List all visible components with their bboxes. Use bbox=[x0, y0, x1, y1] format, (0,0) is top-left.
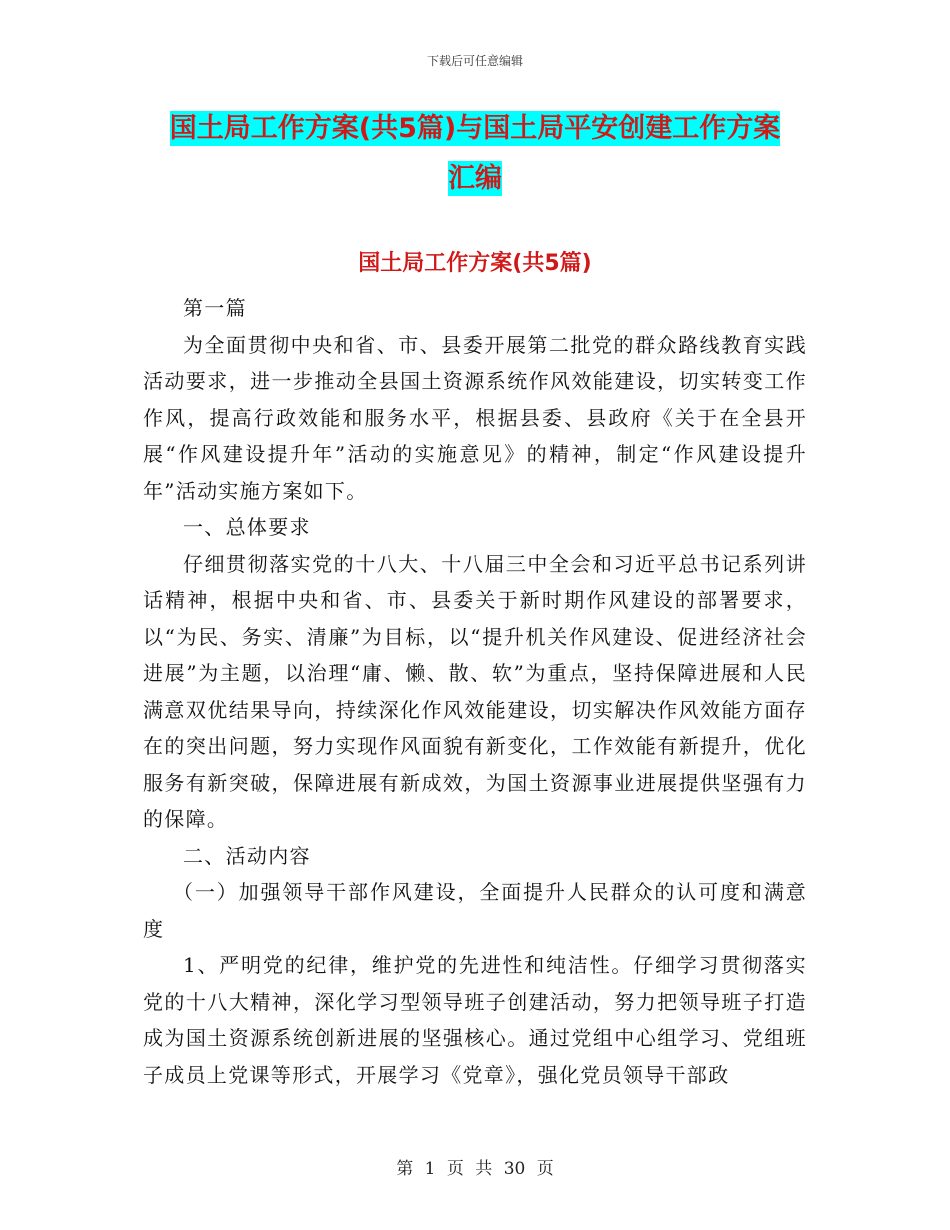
heading-activity-content: 二、活动内容 bbox=[183, 843, 311, 868]
subheading-leadership: （一）加强领导干部作风建设，全面提升人民群众的认可度和满意度 bbox=[143, 880, 807, 941]
heading-general-requirements: 一、总体要求 bbox=[183, 515, 311, 539]
document-title-line1: 国土局工作方案(共5篇)与国土局平安创建工作方案 bbox=[169, 113, 781, 144]
document-title bbox=[0, 104, 950, 204]
header-note: 下载后可任意编辑 bbox=[426, 54, 523, 68]
paragraph-intro: 为全面贯彻中央和省、市、县委开展第二批党的群众路线教育实践活动要求，进一步推动全县国土资源系统作风效能建设，切实转变工作作风，提高行政效能和服务水平，根据县委、县政府《关于在全县开展“作风建设提升年”活动的实施意见》的精神，制定“作风建设提升年”活动实施方案如下。 bbox=[143, 332, 807, 503]
paragraph-requirements: 仔细贯彻落实党的十八大、十八届三中全会和习近平总书记系列讲话精神，根据中央和省、市、县委关于新时期作风建设的部署要求，以“为民、务实、清廉”为目标，以“提升机关作风建设、促进经济社会进展”为主题，以治理“庸、懒、散、软”为重点，坚持保障进展和人民满意双优结果导向，持续深化作风效能建设，切实解决作风效能方面存在的突出问题，努力实现作风面貌有新变化，工作效能有新提升，优化服务有新突破，保障进展有新成效，为国土资源事业进展提供坚强有力的保障。 bbox=[143, 551, 807, 831]
section-title: 国土局工作方案(共5篇) bbox=[358, 251, 592, 276]
paragraph-discipline: 1、严明党的纪律，维护党的先进性和纯洁性。仔细学习贯彻落实党的十八大精神，深化学习型领导班子创建活动，努力把领导班子打造成为国土资源系统创新进展的坚强核心。通过党组中心组学习、党组班子成员上党课等形式，开展学习《党章》，强化党员领导干部政 bbox=[143, 953, 807, 1087]
document-body bbox=[143, 290, 807, 1093]
paragraph-chapter-label: 第一篇 bbox=[183, 296, 247, 320]
document-title-line2: 汇编 bbox=[448, 163, 502, 194]
page-footer: 第 1 页 共 30 页 bbox=[396, 1159, 554, 1179]
